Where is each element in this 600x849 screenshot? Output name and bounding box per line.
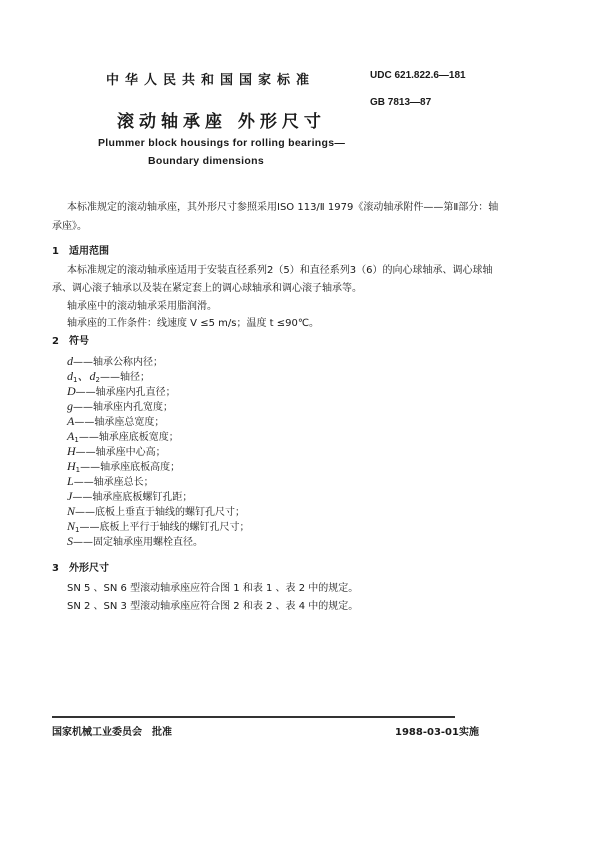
symbol-item [67,369,150,383]
intro-line2: 承座》。 [52,221,87,232]
document-title: 滚动轴承座 外形尺寸 [117,112,326,132]
section1-line: 本标准规定的滚动轴承座适用于安装直径系列2（5）和直径系列3（6）的向心球轴承、调心球轴 [67,265,493,276]
symbol-description: ——轴承座底板螺钉孔距； [72,492,193,503]
section3-line: SN 2 、SN 3 型滚动轴承座应符合图 2 和表 2 、表 4 中的规定。 [67,601,359,612]
english-title-line1: Plummer block housings for rolling bearings— [98,137,346,149]
symbol-description: ——轴承座总宽度； [74,417,165,428]
section1-line: 轴承座的工作条件：线速度 V ≤5 m/s；温度 t ≤90℃。 [67,318,320,329]
section1-line: 承、调心滚子轴承以及装在紧定套上的调心球轴承和调心滚子轴承等。 [52,283,362,294]
symbol-letter: A [67,414,75,428]
symbol-description: ——轴承座内孔直径； [75,387,176,398]
section1-heading: 1 适用范围 [52,246,109,257]
footer-rule [52,716,455,718]
footer-effective-date: 1988-03-01实施 [395,727,479,738]
symbol-item [67,354,163,368]
symbol-description: ——轴承座底板宽度； [78,432,179,443]
symbol-letter: d [67,354,73,368]
symbol-description: ——轴径； [99,372,150,383]
symbol-letter: A [67,429,75,443]
symbol-item [67,459,180,473]
symbol-letter: 、d [77,369,96,383]
symbol-description: ——轴承座内孔宽度； [73,402,173,413]
symbol-item [67,504,245,518]
symbol-description: ——轴承公称内径； [73,357,163,368]
symbol-item [67,474,154,488]
symbol-letter: N [67,504,76,518]
symbol-description: ——轴承座总长； [73,477,154,488]
symbol-subscript: 1 [74,436,79,444]
symbol-subscript: 1 [75,526,80,534]
symbol-description: ——固定轴承座用螺栓直径。 [73,537,203,548]
symbol-item [67,399,173,413]
symbol-subscript: 2 [95,376,100,384]
symbol-description: ——轴承座中心高； [75,447,166,458]
symbol-letter: S [67,534,73,548]
section1-line: 轴承座中的滚动轴承采用脂润滑。 [67,301,217,312]
udc-code: UDC 621.822.6—181 [370,70,466,81]
english-title-line2: Boundary dimensions [148,155,264,167]
symbol-letter: g [67,399,73,413]
symbol-letter: D [67,384,76,398]
gb-number: GB 7813—87 [370,97,432,108]
symbol-item [67,414,164,428]
symbol-letter: L [67,474,74,488]
symbol-description: ——底板上垂直于轴线的螺钉孔尺寸； [75,507,246,518]
symbol-letter: H [67,459,76,473]
symbol-letter: N [67,519,76,533]
symbol-subscript: 1 [73,376,78,384]
intro-line1: 本标准规定的滚动轴承座，其外形尺寸参照采用ISO 113/Ⅱ 1979《滚动轴承附件——第Ⅱ部分：轴 [67,202,499,213]
section3-heading: 3 外形尺寸 [52,563,109,574]
symbol-item [67,384,176,398]
symbol-item [67,519,249,533]
symbol-item [67,429,179,443]
section3-line: SN 5 、SN 6 型滚动轴承座应符合图 1 和表 1 、表 2 中的规定。 [67,583,359,594]
footer-approver: 国家机械工业委员会 批准 [52,727,172,738]
national-standard-label: 中华人民共和国国家标准 [106,73,316,88]
symbol-item [67,489,192,503]
symbol-description: ——底板上平行于轴线的螺钉孔尺寸； [79,522,250,533]
symbol-letter: J [67,489,73,503]
symbol-description: ——轴承座底板高度； [80,462,181,473]
symbol-item [67,444,166,458]
section2-heading: 2 符号 [52,336,89,347]
symbol-letter: d [67,369,73,383]
symbol-subscript: 1 [75,466,81,474]
symbol-letter: H [67,444,76,458]
symbol-item [67,534,203,548]
